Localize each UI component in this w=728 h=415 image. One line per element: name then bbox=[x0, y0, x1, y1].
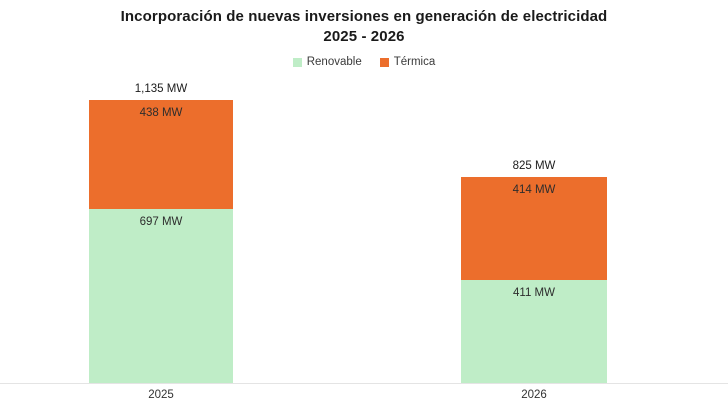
segment-label-renovable-2025: 697 MW bbox=[139, 216, 183, 228]
bar-2025 bbox=[89, 83, 233, 383]
chart-title: Incorporación de nuevas inversiones en generación de electricidad bbox=[120, 8, 608, 25]
legend-label-renovable: Renovable bbox=[306, 56, 362, 68]
x-tick-2026: 2026 bbox=[521, 389, 547, 401]
total-label-2025: 1,135 MW bbox=[134, 83, 188, 95]
total-label-2026: 825 MW bbox=[512, 160, 556, 172]
chart-subtitle: 2025 - 2026 bbox=[323, 28, 405, 45]
segment-termica-2026 bbox=[461, 177, 607, 280]
segment-label-termica-2026: 414 MW bbox=[512, 184, 556, 196]
segment-renovable-2025 bbox=[89, 209, 233, 383]
segment-termica-2025 bbox=[89, 100, 233, 209]
legend-label-termica: Térmica bbox=[393, 56, 436, 68]
segment-label-termica-2025: 438 MW bbox=[139, 107, 183, 119]
segment-label-renovable-2026: 411 MW bbox=[513, 287, 555, 299]
segment-renovable-2026 bbox=[461, 280, 607, 383]
bar-2026 bbox=[461, 160, 607, 383]
x-tick-2025: 2025 bbox=[148, 389, 174, 401]
